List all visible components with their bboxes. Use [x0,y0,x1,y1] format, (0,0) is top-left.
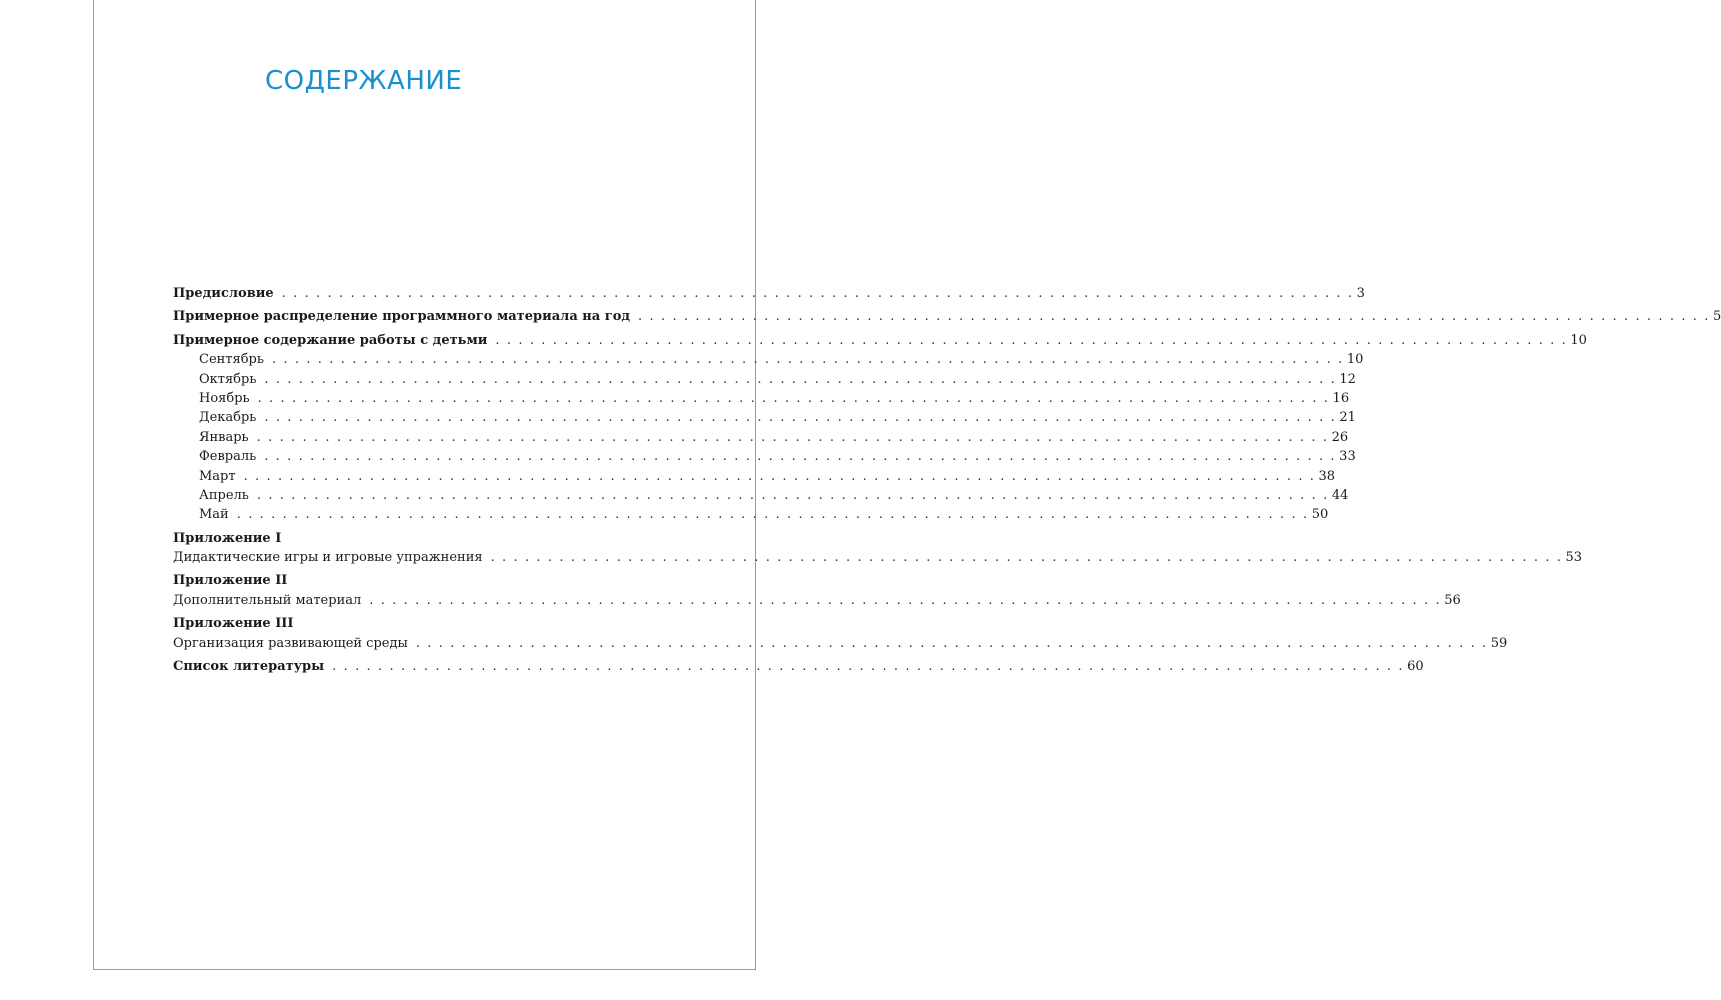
toc-entry-label: Список литературы [173,659,325,675]
toc-entry-label: Ноябрь [199,390,250,406]
appendix-2-heading: Приложение II [173,573,288,589]
toc-entry-month[interactable] [173,486,1349,505]
toc-entry-month[interactable] [173,408,1356,427]
toc-entry-month[interactable] [173,447,1356,466]
table-of-contents [173,284,1721,676]
leader-dots: . . . . . . . . . . . . . . . . . . . . . . . . . . . . . . . . . . . . . . . . . . . . . . . . . . . . . . . . . . . . . . . . . . . . . . . . . . . . . . . . . . . . . . . . . . . . . . [369,592,1442,608]
toc-entry-page: 26 [1331,429,1349,445]
leader-dots: . . . . . . . . . . . . . . . . . . . . . . . . . . . . . . . . . . . . . . . . . . . . . . . . . . . . . . . . . . . . . . . . . . . . . . . . . . . . . . . . . . . . . . . . . . . . . . [495,332,1568,348]
toc-entry-label: Май [199,507,229,523]
toc-entry-page: 10 [1346,352,1364,368]
leader-dots: . . . . . . . . . . . . . . . . . . . . . . . . . . . . . . . . . . . . . . . . . . . . . . . . . . . . . . . . . . . . . . . . . . . . . . . . . . . . . . . . . . . . . . . . . . . . . . [490,550,1563,566]
toc-entry-page: 50 [1311,507,1329,523]
leader-dots: . . . . . . . . . . . . . . . . . . . . . . . . . . . . . . . . . . . . . . . . . . . . . . . . . . . . . . . . . . . . . . . . . . . . . . . . . . . . . . . . . . . . . . . . . . . . . . [271,352,1344,368]
toc-entry-page: 38 [1318,468,1336,484]
toc-entry-month[interactable] [173,467,1336,486]
leader-dots: . . . . . . . . . . . . . . . . . . . . . . . . . . . . . . . . . . . . . . . . . . . . . . . . . . . . . . . . . . . . . . . . . . . . . . . . . . . . . . . . . . . . . . . . . . . . . . [236,507,1309,523]
toc-entry-appendix-2[interactable] [173,591,1461,610]
toc-entry-label: Дидактические игры и игровые упражнения [173,550,483,566]
page-title: СОДЕРЖАНИЕ [265,66,463,96]
toc-entry-appendix-1[interactable] [173,548,1583,567]
toc-entry-page: 5 [1713,309,1721,325]
toc-entry-label: Декабрь [199,410,257,426]
toc-entry-page: 59 [1490,635,1508,651]
toc-entry-distribution[interactable] [173,307,1721,326]
toc-entry-page: 33 [1339,449,1356,465]
toc-entry-page: 3 [1356,286,1365,301]
toc-entry-appendix-3[interactable] [173,634,1508,653]
toc-entry-label: Октябрь [199,371,257,387]
toc-entry-page: 16 [1332,390,1350,406]
toc-entry-page: 53 [1565,550,1583,566]
toc-entry-preface[interactable] [173,284,1365,303]
toc-entry-label: Январь [199,429,249,445]
toc-entry-month[interactable] [173,389,1350,408]
leader-dots: . . . . . . . . . . . . . . . . . . . . . . . . . . . . . . . . . . . . . . . . . . . . . . . . . . . . . . . . . . . . . . . . . . . . . . . . . . . . . . . . . . . . . . . . . . . . . . [256,487,1329,503]
toc-entry-page: 12 [1339,371,1356,387]
toc-entry-month[interactable] [173,428,1349,447]
toc-entry-month[interactable] [173,370,1356,389]
leader-dots: . . . . . . . . . . . . . . . . . . . . . . . . . . . . . . . . . . . . . . . . . . . . . . . . . . . . . . . . . . . . . . . . . . . . . . . . . . . . . . . . . . . . . . . . . . . . . . [264,449,1337,465]
toc-entry-label: Сентябрь [199,352,264,368]
leader-dots: . . . . . . . . . . . . . . . . . . . . . . . . . . . . . . . . . . . . . . . . . . . . . . . . . . . . . . . . . . . . . . . . . . . . . . . . . . . . . . . . . . . . . . . . . . . . . . [281,286,1354,301]
leader-dots: . . . . . . . . . . . . . . . . . . . . . . . . . . . . . . . . . . . . . . . . . . . . . . . . . . . . . . . . . . . . . . . . . . . . . . . . . . . . . . . . . . . . . . . . . . . . . . [415,635,1488,651]
toc-entry-literature[interactable] [173,657,1424,676]
toc-entry-page: 21 [1339,410,1356,426]
toc-entry-page: 60 [1407,659,1424,675]
toc-entry-label: Организация развивающей среды [173,635,408,651]
leader-dots: . . . . . . . . . . . . . . . . . . . . . . . . . . . . . . . . . . . . . . . . . . . . . . . . . . . . . . . . . . . . . . . . . . . . . . . . . . . . . . . . . . . . . . . . . . . . . . [264,410,1337,426]
leader-dots: . . . . . . . . . . . . . . . . . . . . . . . . . . . . . . . . . . . . . . . . . . . . . . . . . . . . . . . . . . . . . . . . . . . . . . . . . . . . . . . . . . . . . . . . . . . . . . [243,468,1316,484]
toc-entry-label: Предисловие [173,286,274,301]
toc-entry-label: Дополнительный материал [173,592,362,608]
leader-dots: . . . . . . . . . . . . . . . . . . . . . . . . . . . . . . . . . . . . . . . . . . . . . . . . . . . . . . . . . . . . . . . . . . . . . . . . . . . . . . . . . . . . . . . . . . . . . . [332,659,1405,675]
leader-dots: . . . . . . . . . . . . . . . . . . . . . . . . . . . . . . . . . . . . . . . . . . . . . . . . . . . . . . . . . . . . . . . . . . . . . . . . . . . . . . . . . . . . . . . . . . . . . . [638,309,1710,325]
toc-entry-label: Март [199,468,236,484]
toc-entry-page: 56 [1444,592,1461,608]
leader-dots: . . . . . . . . . . . . . . . . . . . . . . . . . . . . . . . . . . . . . . . . . . . . . . . . . . . . . . . . . . . . . . . . . . . . . . . . . . . . . . . . . . . . . . . . . . . . . . [256,429,1329,445]
toc-entry-page: 10 [1570,332,1587,348]
leader-dots: . . . . . . . . . . . . . . . . . . . . . . . . . . . . . . . . . . . . . . . . . . . . . . . . . . . . . . . . . . . . . . . . . . . . . . . . . . . . . . . . . . . . . . . . . . . . . . [264,371,1337,387]
toc-entry-label: Примерное содержание работы с детьми [173,332,488,348]
toc-entry-content-work[interactable] [173,331,1587,350]
toc-entry-month[interactable] [173,350,1364,369]
toc-entry-label: Апрель [199,487,249,503]
appendix-3-heading: Приложение III [173,616,294,632]
appendix-1-heading: Приложение I [173,530,282,546]
leader-dots: . . . . . . . . . . . . . . . . . . . . . . . . . . . . . . . . . . . . . . . . . . . . . . . . . . . . . . . . . . . . . . . . . . . . . . . . . . . . . . . . . . . . . . . . . . . . . . [257,390,1330,406]
toc-entry-page: 44 [1331,487,1349,503]
toc-entry-month[interactable] [173,505,1329,524]
toc-entry-label: Примерное распределение программного материала на год [173,309,631,325]
toc-entry-label: Февраль [199,449,257,465]
